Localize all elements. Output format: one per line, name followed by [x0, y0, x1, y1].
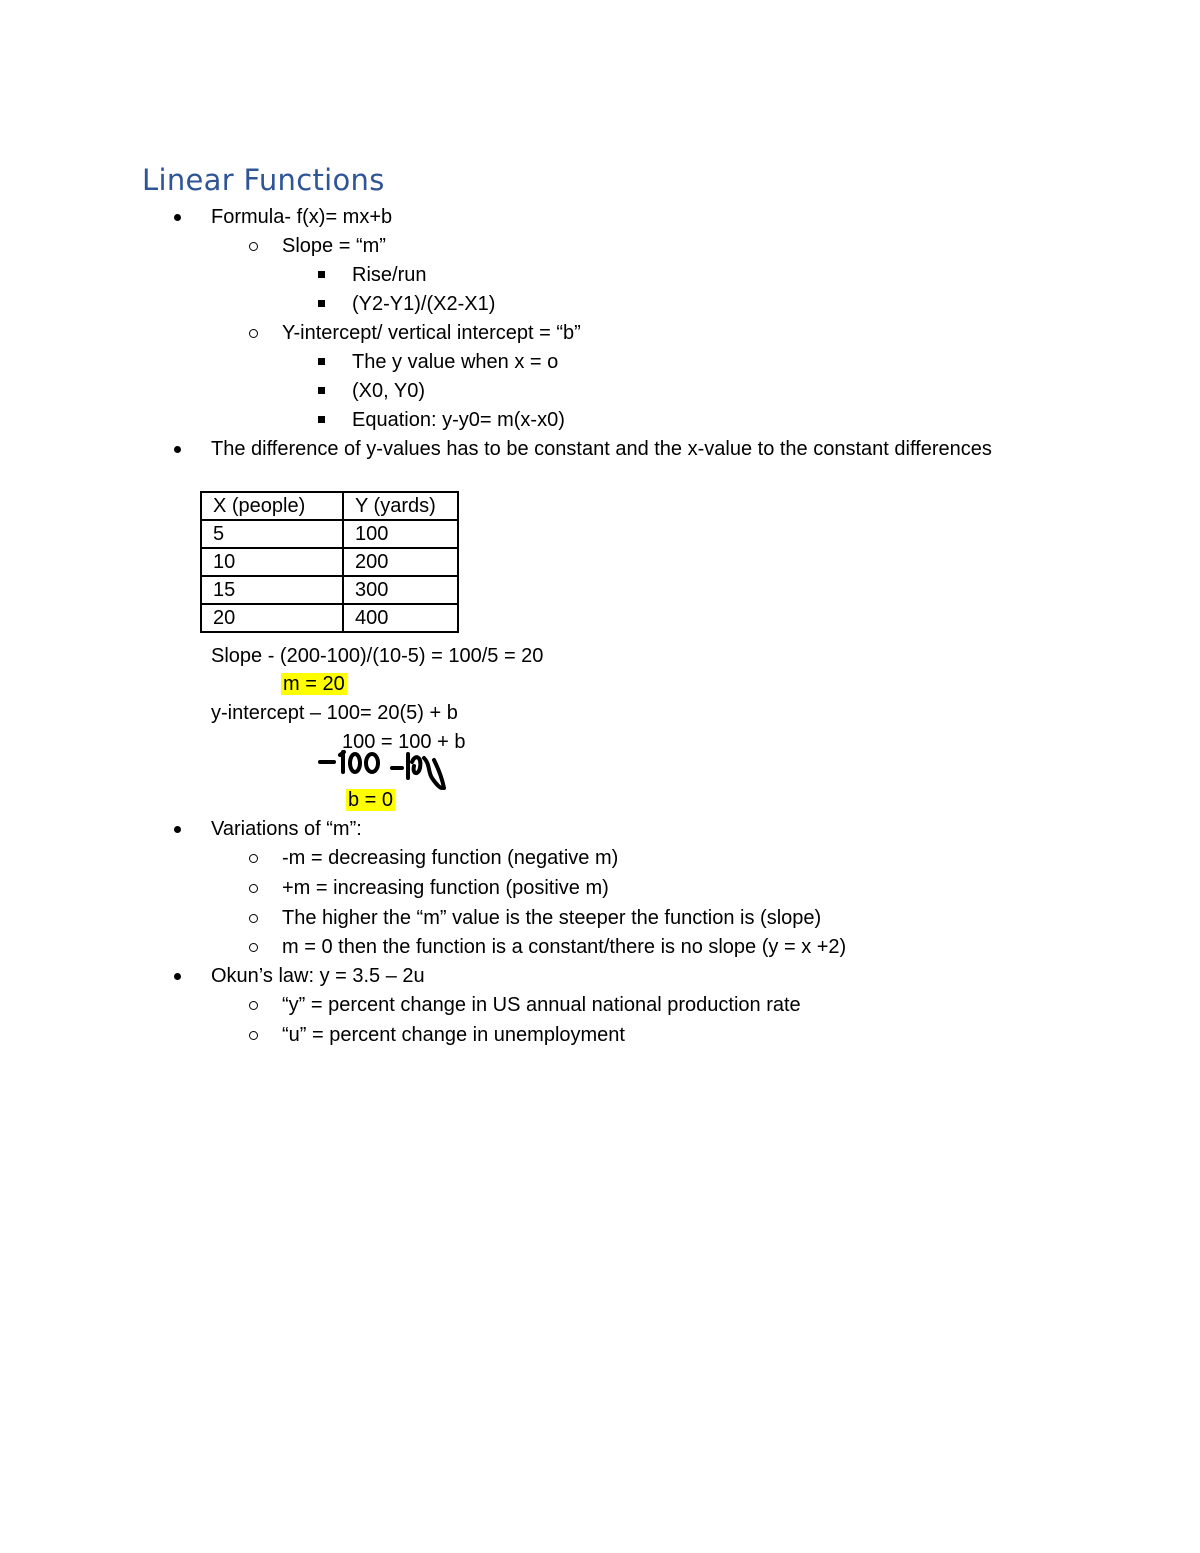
square-bullet-icon [318, 300, 325, 307]
table-header: X (people) [201, 492, 343, 520]
point-item: (X0, Y0) [352, 380, 425, 402]
table-cell: 10 [201, 548, 343, 576]
page-title: Linear Functions [142, 163, 385, 197]
table-cell: 20 [201, 604, 343, 632]
variation-item: +m = increasing function (positive m) [282, 877, 609, 899]
hollow-bullet-icon [249, 943, 258, 952]
table-cell: 15 [201, 576, 343, 604]
slope-formula-item: (Y2-Y1)/(X2-X1) [352, 293, 496, 315]
variation-item: The higher the “m” value is the steeper the function is (slope) [282, 907, 822, 929]
rise-run-item: Rise/run [352, 264, 427, 286]
formula-item: Formula- f(x)= mx+b [211, 206, 393, 228]
variation-item: -m = decreasing function (negative m) [282, 847, 619, 869]
b-result [346, 786, 395, 814]
table-row [201, 604, 458, 632]
hollow-bullet-icon [249, 242, 258, 251]
y-when-x0-item: The y value when x = o [352, 351, 559, 373]
table-header: Y (yards) [343, 492, 458, 520]
bullet-icon [174, 973, 181, 980]
table-row [201, 548, 458, 576]
hollow-bullet-icon [249, 329, 258, 338]
square-bullet-icon [318, 416, 325, 423]
table-cell: 300 [343, 576, 458, 604]
intercept-calculation: y-intercept – 100= 20(5) + b [211, 702, 458, 724]
slope-item: Slope = “m” [282, 235, 386, 257]
table-cell: 100 [343, 520, 458, 548]
okun-heading: Okun’s law: y = 3.5 – 2u [211, 965, 425, 987]
variation-item: m = 0 then the function is a constant/there is no slope (y = x +2) [282, 936, 847, 958]
slope-calculation: Slope - (200-100)/(10-5) = 100/5 = 20 [211, 645, 544, 667]
variations-heading: Variations of “m”: [211, 818, 362, 840]
table-row [201, 520, 458, 548]
table-header-row [201, 492, 458, 520]
hollow-bullet-icon [249, 1031, 258, 1040]
table-row [201, 576, 458, 604]
b-result-highlight: b = 0 [348, 789, 394, 811]
bullet-icon [174, 826, 181, 833]
m-result [281, 670, 347, 698]
okun-item: “y” = percent change in US annual national production rate [282, 994, 801, 1016]
hollow-bullet-icon [249, 884, 258, 893]
intercept-step: 100 = 100 + b [342, 731, 466, 753]
bullet-icon [174, 214, 181, 221]
equation-item: Equation: y-y0= m(x-x0) [352, 409, 565, 431]
table-cell: 400 [343, 604, 458, 632]
difference-item: The difference of y-values has to be constant and the x-value to the constant differences [211, 438, 992, 460]
hollow-bullet-icon [249, 914, 258, 923]
m-result-highlight: m = 20 [283, 673, 345, 695]
hollow-bullet-icon [249, 1001, 258, 1010]
table-cell: 200 [343, 548, 458, 576]
y-intercept-item: Y-intercept/ vertical intercept = “b” [282, 322, 581, 344]
square-bullet-icon [318, 271, 325, 278]
hollow-bullet-icon [249, 854, 258, 863]
xy-table [200, 491, 459, 633]
square-bullet-icon [318, 387, 325, 394]
bullet-icon [174, 446, 181, 453]
table-cell: 5 [201, 520, 343, 548]
okun-item: “u” = percent change in unemployment [282, 1024, 625, 1046]
square-bullet-icon [318, 358, 325, 365]
